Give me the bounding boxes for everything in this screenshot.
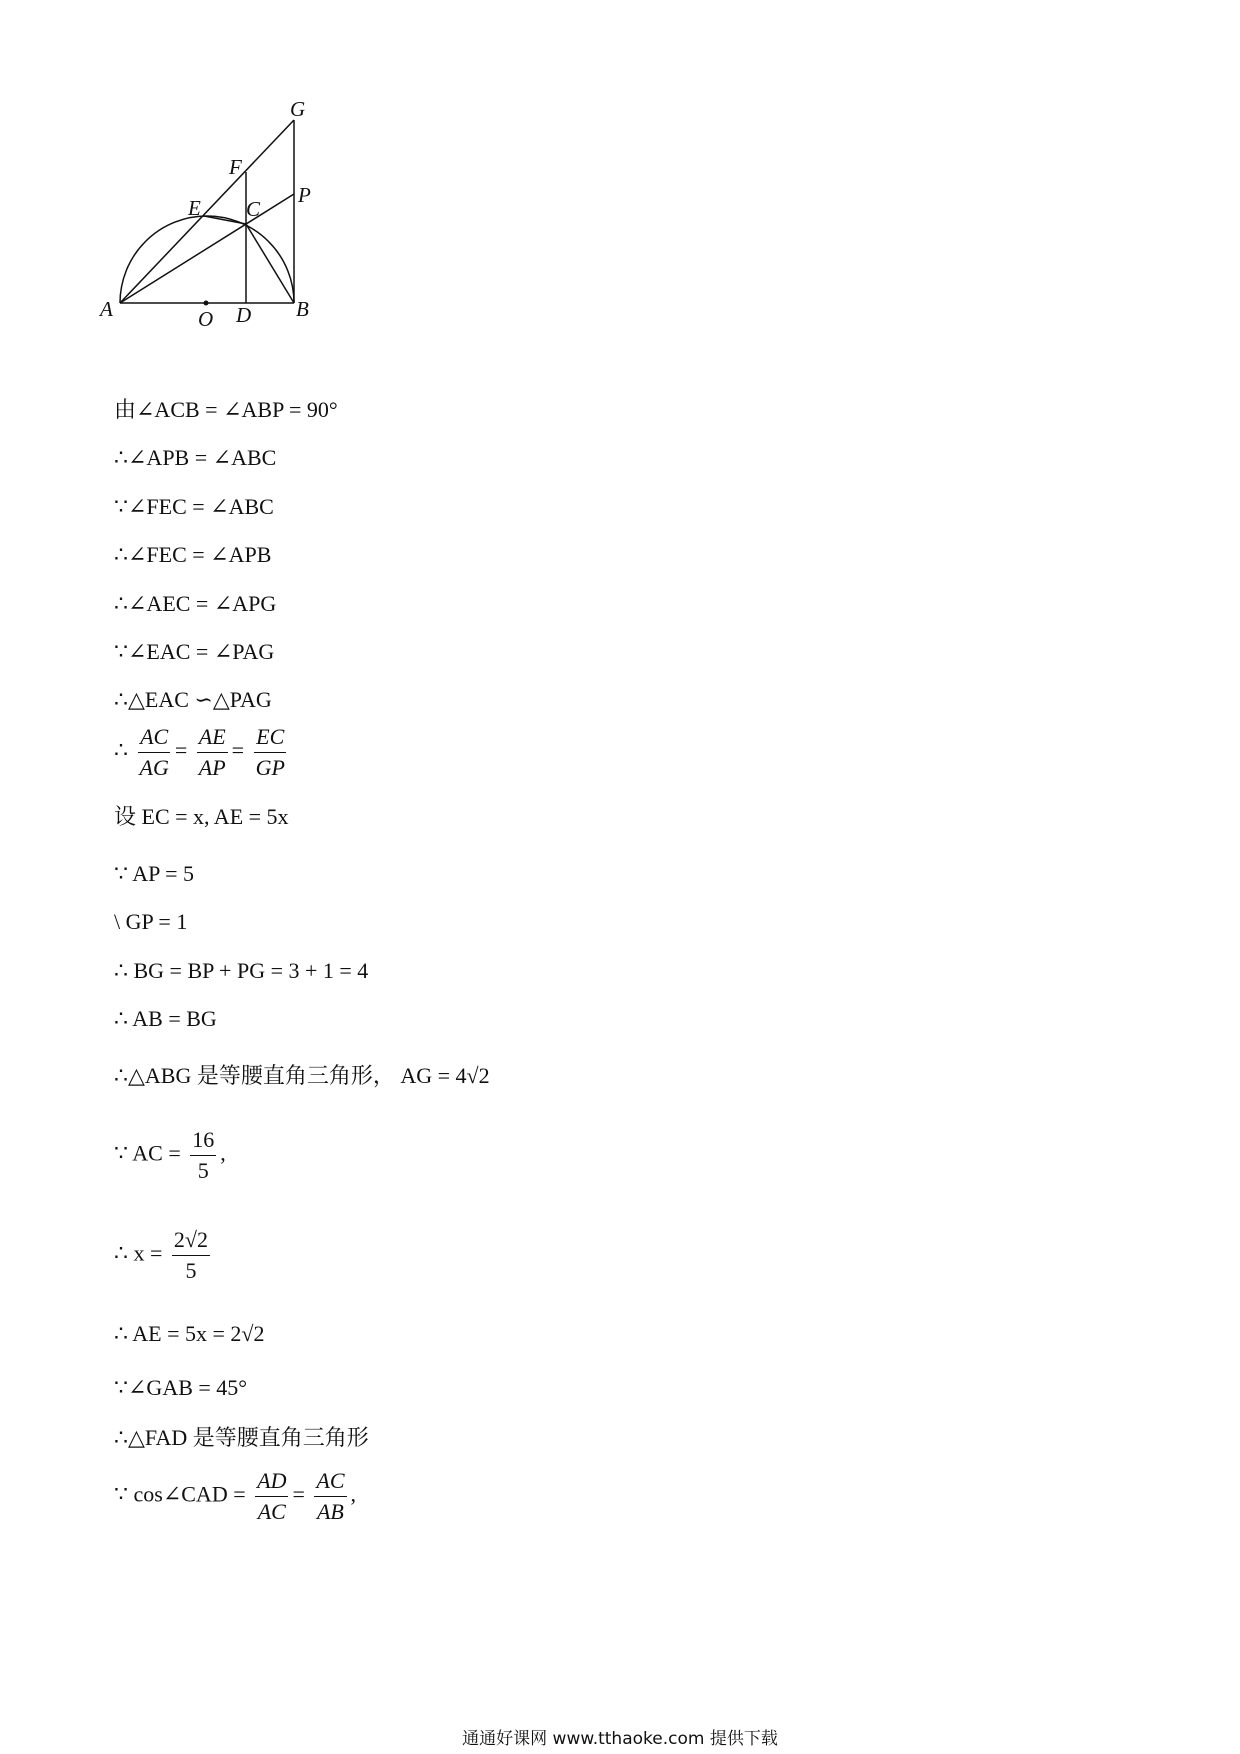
label-d: D <box>236 303 252 327</box>
label-c: C <box>246 197 261 221</box>
proof-line-10: ∵ AP = 5 <box>114 861 194 886</box>
proof-line-15 <box>114 1125 226 1186</box>
segment-ap <box>120 194 294 303</box>
proof-line-5: ∴∠AEC = ∠APG <box>114 591 277 616</box>
proof-line-17: ∴ AE = 5x = 2√2 <box>114 1321 265 1346</box>
label-a: A <box>100 297 113 321</box>
proof-line-6: ∵∠EAC = ∠PAG <box>114 639 275 664</box>
proof-line-18: ∵∠GAB = 45° <box>114 1375 248 1400</box>
fraction-denominator: AC <box>257 1499 286 1524</box>
segment-cb <box>246 224 294 303</box>
proof-line-11: \ GP = 1 <box>114 909 188 934</box>
label-b: B <box>296 297 309 321</box>
fraction-numerator: AE <box>197 722 228 753</box>
fraction-numerator: AC <box>314 1466 346 1497</box>
fraction-numerator: 16 <box>190 1125 216 1156</box>
fraction-ac-ag <box>138 722 171 783</box>
proof-line-3: ∵∠FEC = ∠ABC <box>114 494 274 519</box>
label-e: E <box>188 196 201 220</box>
page-footer: 通通好课网 www.tthaoke.com 提供下载 <box>462 1729 778 1749</box>
proof-line-9: 设 EC = x, AE = 5x <box>114 804 289 829</box>
fraction-denominator: AP <box>198 755 226 780</box>
proof-line-14: ∴△ABG 是等腰直角三角形， AG = 4√2 <box>114 1063 490 1088</box>
fraction-denominator: 5 <box>197 1158 209 1183</box>
proof-line-2: ∴∠APB = ∠ABC <box>114 445 277 470</box>
fraction-numerator: AC <box>138 722 170 753</box>
fraction-denominator: AB <box>316 1499 344 1524</box>
fraction-ae-ap <box>197 722 228 783</box>
proof-line-7: ∴△EAC ∽△PAG <box>114 687 272 712</box>
fraction-numerator: AD <box>255 1466 288 1497</box>
proof-line-1: 由∠ACB = ∠ABP = 90° <box>114 397 338 422</box>
proof-line-20: ∵ cos∠CAD = $\frac{AD}{AC}$ = $\frac{AC}{AB}$ , <box>114 1466 356 1527</box>
proof-line-4: ∴∠FEC = ∠APB <box>114 542 272 567</box>
fraction-ac-ab <box>314 1466 346 1527</box>
line-8-prefix: ∴ <box>114 737 128 763</box>
proof-line-19: ∴△FAD 是等腰直角三角形 <box>114 1425 369 1450</box>
line-16-prefix: ∴ x = <box>114 1240 163 1266</box>
fraction-denominator: AG <box>139 755 169 780</box>
label-f: F <box>229 155 242 179</box>
fraction-2root2-5 <box>172 1225 210 1286</box>
fraction-numerator: EC <box>254 722 286 753</box>
label-p: P <box>298 183 311 207</box>
fraction-16-5 <box>190 1125 216 1186</box>
label-o: O <box>198 307 214 331</box>
proof-line-12: ∴ BG = BP + PG = 3 + 1 = 4 <box>114 958 369 983</box>
line-15-prefix: ∵ AC = <box>114 1140 181 1166</box>
fraction-denominator: GP <box>255 755 285 780</box>
line-15-suffix: , <box>220 1140 226 1166</box>
fraction-ad-ac <box>255 1466 288 1527</box>
geometry-figure <box>100 97 360 362</box>
proof-line-8: ∴ $\frac{AC}{AG}$ = $\frac{AE}{AP}$ = $\frac{EC}{GP}$ <box>114 722 291 783</box>
line-20-suffix: , <box>350 1481 356 1507</box>
fraction-numerator: 2√2 <box>172 1225 210 1256</box>
center-point-o <box>204 301 209 306</box>
fraction-ec-gp <box>254 722 287 783</box>
label-g: G <box>290 97 306 121</box>
fraction-denominator: 5 <box>185 1258 197 1283</box>
proof-line-16 <box>114 1225 214 1286</box>
segment-ag <box>120 120 294 303</box>
proof-line-13: ∴ AB = BG <box>114 1006 217 1031</box>
line-20-prefix: ∵ cos∠CAD = <box>114 1481 246 1507</box>
